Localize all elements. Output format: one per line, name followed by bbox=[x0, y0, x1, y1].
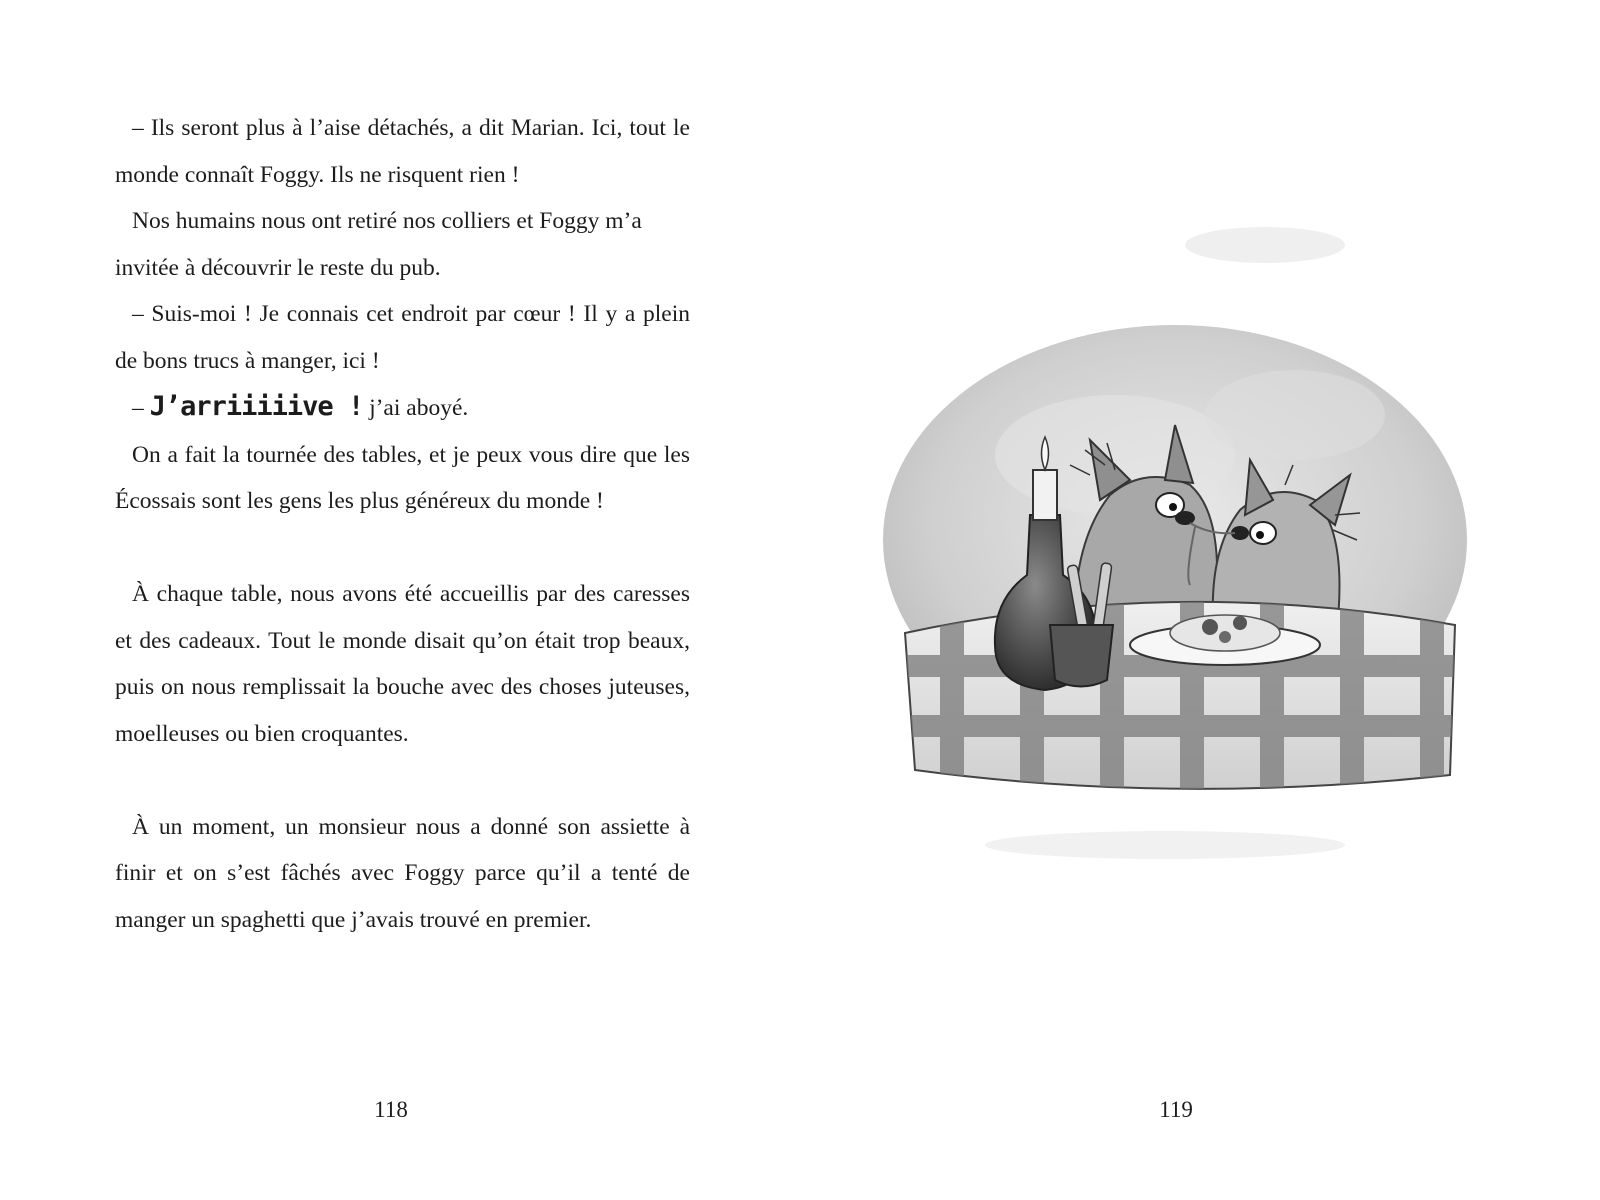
page-number-left: 118 bbox=[374, 1097, 408, 1122]
paragraph-spaghetti: À un moment, un monsieur nous a donné son assiette à finir et on s’est fâchés avec Foggy parce qu’il a tenté de manger un spaghetti que j’avais trouvé en premier. bbox=[115, 813, 690, 933]
shout-rest: j’ai aboyé. bbox=[363, 395, 469, 421]
paragraph-colliers: Nos humains nous ont retiré nos colliers et Foggy m’a invitée à découvrir le reste du pub. bbox=[115, 208, 642, 281]
shout-text: J’arriiiiive ! bbox=[149, 391, 364, 422]
page-number-right: 119 bbox=[1159, 1097, 1193, 1122]
shout-dash: – bbox=[132, 395, 150, 421]
two-dogs-spaghetti-illustration bbox=[845, 215, 1525, 875]
paragraph-caresses: À chaque table, nous avons été accueillis par des caresses et des cadeaux. Tout le monde disait qu’on était trop beaux, puis on nous remplissait la bouche avec des choses juteuses, moelleuses ou bien croquantes. bbox=[115, 581, 690, 747]
mist-shape bbox=[1185, 227, 1345, 263]
paragraph-tables: On a fait la tournée des tables, et je peux vous dire que les Écossais sont les gens les plus généreux du monde ! bbox=[115, 441, 690, 514]
mist-shape bbox=[985, 831, 1345, 859]
paragraph-marian: – Ils seront plus à l’aise détachés, a dit Marian. Ici, tout le monde connaît Foggy. Ils ne risquent rien ! bbox=[115, 115, 690, 188]
paragraph-suis-moi: – Suis-moi ! Je connais cet endroit par cœur ! Il y a plein de bons trucs à manger, ici ! bbox=[115, 301, 690, 374]
background-haze bbox=[1205, 370, 1385, 460]
paragraph-shout bbox=[115, 384, 690, 432]
body-text bbox=[115, 105, 690, 943]
